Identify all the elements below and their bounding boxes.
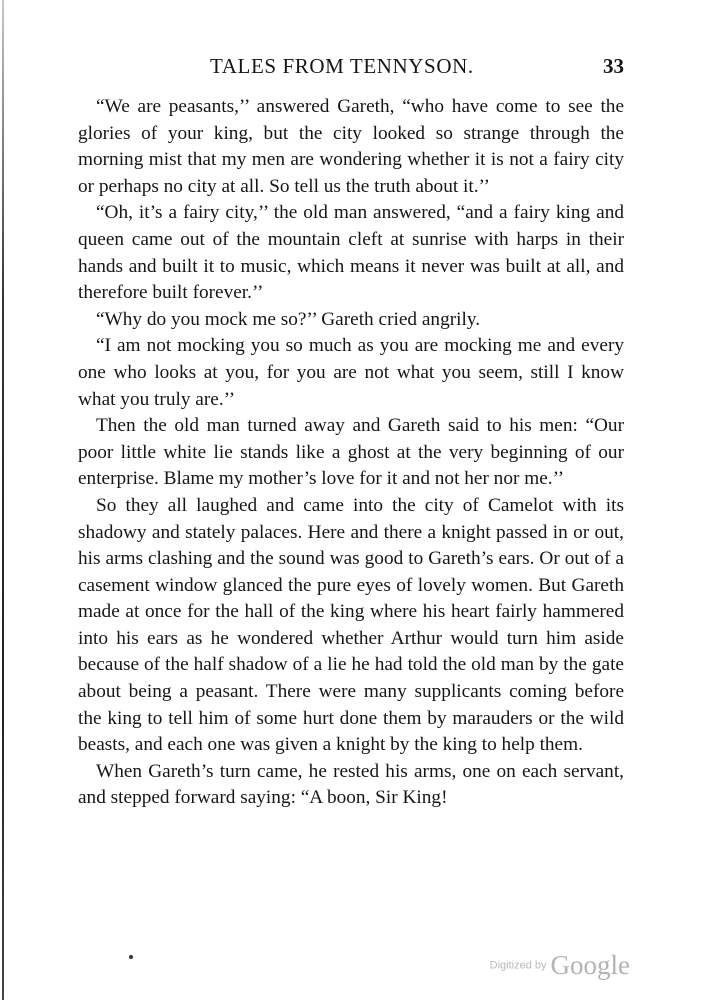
paragraph-5: Then the old man turned away and Gareth said to his men: “Our poor little white lie stands like a ghost at the very beginning of our enterprise. Blame my mother’s love for it and not her nor me.’’ <box>78 415 624 490</box>
paragraph-4: “I am not mocking you so much as you are mocking me and every one who looks at you, for you are not what you seem, still I know what you truly are.’’ <box>78 335 624 410</box>
paragraph-1: “We are peasants,’’ answered Gareth, “who have come to see the glories of your king, but the city looked so strange through the morning mist that my men are wondering whether it is not a fairy city or perhaps no city at all. So tell us the truth about it.’’ <box>78 96 624 197</box>
body-text <box>78 94 624 812</box>
page-header <box>78 50 624 82</box>
paragraph-3: “Why do you mock me so?’’ Gareth cried angrily. <box>96 308 481 330</box>
watermark-prefix: Digitized by <box>489 959 547 972</box>
page-number: 33 <box>603 54 624 78</box>
paragraph-2: “Oh, it’s a fairy city,’’ the old man answered, “and a fairy king and queen came out of the mountain cleft at sunrise with harps in their hands and built it to music, which means it never was built at all, and therefore built forever.’’ <box>78 202 624 304</box>
paragraph-6: So they all laughed and came into the city of Camelot with its shadowy and stately palaces. Here and there a knight passed in or out, his arms clashing and the sound was good to Gareth’s ears. Or out of a casement window glanced the pure eyes of lovely women. But Gareth made at once for the hall of the king where his heart fairly hammered into his ears as he wondered whether Arthur would turn him aside because of the half shadow of a lie he had told the old man by the gate about being a peasant. There were many supplicants coming before the king to tell him of some hurt done them by marauders or the wild beasts, and each one was given a knight by the king to help them. <box>78 494 624 756</box>
google-logo: Google <box>550 950 630 980</box>
page-binding-edge <box>2 0 4 1000</box>
ink-dot <box>129 955 133 959</box>
paragraph-7: When Gareth’s turn came, he rested his arms, one on each servant, and stepped forward saying: “A boon, Sir King! <box>78 760 624 809</box>
running-title: TALES FROM TENNYSON. <box>210 54 474 78</box>
digitized-watermark <box>490 950 630 981</box>
